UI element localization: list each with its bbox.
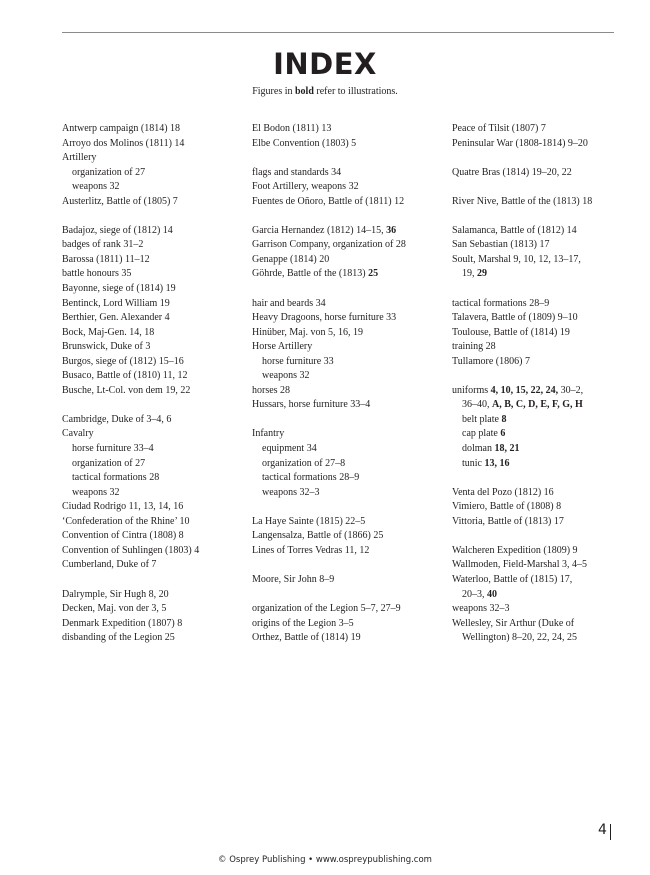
index-entry xyxy=(62,297,247,312)
index-entry-text: battle honours 35 xyxy=(62,268,132,280)
index-entry-text: Barossa (1811) 11–12 xyxy=(62,253,150,265)
index-entry-text: Talavera, Battle of (1809) 9–10 xyxy=(452,312,578,324)
index-entry xyxy=(452,326,632,341)
index-entry-text: Moore, Sir John 8–9 xyxy=(252,573,335,585)
index-entry-illustration-ref: 25 xyxy=(368,268,379,280)
index-entry xyxy=(62,340,247,355)
index-letter-gap xyxy=(62,398,247,413)
index-subentry xyxy=(252,355,447,370)
index-entry-text: San Sebastian (1813) 17 xyxy=(452,239,550,251)
index-entry-text: weapons 32 xyxy=(72,486,120,498)
index-entry xyxy=(62,529,247,544)
index-entry xyxy=(252,253,447,268)
index-entry xyxy=(62,238,247,253)
index-entry-text: Tullamore (1806) 7 xyxy=(452,355,530,367)
index-entry-text: ‘Confederation of the Rhine’ 10 xyxy=(62,515,190,527)
index-entry-text: Salamanca, Battle of (1812) 14 xyxy=(452,224,577,236)
index-entry-text: Berthier, Gen. Alexander 4 xyxy=(62,312,170,324)
index-note xyxy=(0,86,650,97)
index-entry-text: Arroyo dos Molinos (1811) 14 xyxy=(62,137,185,149)
index-letter-gap xyxy=(252,588,447,603)
index-subentry xyxy=(252,471,447,486)
index-entry xyxy=(62,253,247,268)
index-subentry xyxy=(452,398,632,413)
index-entry-text: Dalrymple, Sir Hugh 8, 20 xyxy=(62,588,169,600)
index-entry-text: Bayonne, siege of (1814) 19 xyxy=(62,283,176,295)
index-entry-text: badges of rank 31–2 xyxy=(62,239,144,251)
index-letter-gap xyxy=(252,558,447,573)
index-entry-text: Ciudad Rodrigo 11, 13, 14, 16 xyxy=(62,501,184,513)
index-entry xyxy=(252,195,447,210)
index-entry-text: Elbe Convention (1803) 5 xyxy=(252,137,357,149)
index-entry-text: uniforms xyxy=(452,384,491,396)
index-entry xyxy=(62,137,247,152)
index-entry-text: equipment 34 xyxy=(262,443,317,455)
index-subentry xyxy=(452,427,632,442)
index-entry xyxy=(452,486,632,501)
index-entry xyxy=(252,602,447,617)
index-entry xyxy=(62,558,247,573)
index-note-bold: bold xyxy=(295,86,314,97)
index-entry-text: organization of 27 xyxy=(72,457,146,469)
index-entry-text: Genappe (1814) 20 xyxy=(252,253,330,265)
top-rule xyxy=(62,32,614,33)
index-entry-text: origins of the Legion 3–5 xyxy=(252,617,354,629)
index-entry-illustration-ref: 29 xyxy=(477,268,487,280)
page-number: 4 xyxy=(598,822,607,838)
index-subentry xyxy=(452,413,632,428)
index-entry xyxy=(252,224,447,239)
index-entry-text: disbanding of the Legion 25 xyxy=(62,632,175,644)
index-entry-text: Brunswick, Duke of 3 xyxy=(62,341,151,353)
index-entry-text: Hinüber, Maj. von 5, 16, 19 xyxy=(252,326,363,338)
index-entry-text: tunic xyxy=(462,457,485,469)
index-entry xyxy=(452,558,632,573)
page-title: INDEX xyxy=(273,47,377,81)
index-entry xyxy=(252,166,447,181)
index-entry-text: Infantry xyxy=(252,428,285,440)
index-entry xyxy=(252,617,447,632)
index-entry xyxy=(452,253,632,268)
index-entry-text: Venta del Pozo (1812) 16 xyxy=(452,486,554,498)
index-entry xyxy=(452,238,632,253)
index-entry-text: Antwerp campaign (1814) 18 xyxy=(62,123,181,134)
index-entry-text: organization of 27 xyxy=(72,166,146,178)
index-entry-text: River Nive, Battle of the (1813) 18 xyxy=(452,195,593,207)
index-entry xyxy=(62,631,247,646)
index-subentry xyxy=(62,442,247,457)
index-entry-text: Wellesley, Sir Arthur (Duke of xyxy=(452,617,575,629)
index-subentry xyxy=(252,369,447,384)
index-entry xyxy=(252,529,447,544)
index-entry xyxy=(62,224,247,239)
index-entry-text: Decken, Maj. von der 3, 5 xyxy=(62,603,167,615)
index-entry xyxy=(252,515,447,530)
index-entry xyxy=(452,122,632,137)
index-entry-text: El Bodon (1811) 13 xyxy=(252,123,332,134)
index-entry-text: hair and beards 34 xyxy=(252,297,326,309)
index-entry-text: horse furniture 33 xyxy=(262,355,334,367)
index-entry-text: Garcia Hernandez (1812) 14–15, xyxy=(252,224,387,236)
index-entry xyxy=(452,311,632,326)
index-entry-text: Artillery xyxy=(62,152,97,164)
index-entry-text: Quatre Bras (1814) 19–20, 22 xyxy=(452,166,572,178)
index-subentry xyxy=(62,457,247,472)
index-entry xyxy=(62,195,247,210)
index-entry-text: Cavalry xyxy=(62,428,94,440)
index-entry xyxy=(62,267,247,282)
index-subentry xyxy=(252,486,447,501)
index-entry-illustration-ref: 40 xyxy=(487,588,497,600)
index-letter-gap xyxy=(452,209,632,224)
index-subentry xyxy=(252,457,447,472)
index-entry-text: weapons 32 xyxy=(72,181,120,193)
index-letter-gap xyxy=(452,282,632,297)
index-entry xyxy=(62,384,247,399)
index-entry-text: Bentinck, Lord William 19 xyxy=(62,297,170,309)
index-entry-text: Peace of Tilsit (1807) 7 xyxy=(452,123,546,134)
index-entry xyxy=(62,369,247,384)
index-entry-text: organization of 27–8 xyxy=(262,457,346,469)
index-entry xyxy=(252,631,447,646)
index-subentry xyxy=(452,442,632,457)
index-entry xyxy=(252,180,447,195)
index-entry-illustration-ref: 36 xyxy=(386,224,397,236)
index-entry-text: training 28 xyxy=(452,341,496,353)
page-number-rule xyxy=(610,824,611,840)
index-subentry xyxy=(62,180,247,195)
index-entry-text: 19, xyxy=(462,268,477,280)
index-entry-text: weapons 32 xyxy=(262,370,310,382)
index-entry-illustration-ref: A, B, C, D, E, F, G, H xyxy=(492,399,583,411)
index-letter-gap xyxy=(452,151,632,166)
index-entry xyxy=(252,122,447,137)
index-entry xyxy=(452,544,632,559)
index-entry xyxy=(252,267,447,282)
index-entry xyxy=(452,617,632,632)
index-entry-text: Garrison Company, organization of 28 xyxy=(252,239,406,251)
index-entry-text: Langensalza, Battle of (1866) 25 xyxy=(252,530,384,542)
index-entry-illustration-ref: 6 xyxy=(500,428,506,440)
index-entry xyxy=(252,137,447,152)
index-subentry xyxy=(62,486,247,501)
index-entry-text: Peninsular War (1808-1814) 9–20 xyxy=(452,137,588,149)
index-letter-gap xyxy=(252,209,447,224)
index-entry-text: Busche, Lt-Col. von dem 19, 22 xyxy=(62,384,191,396)
index-letter-gap xyxy=(452,369,632,384)
index-entry xyxy=(452,355,632,370)
index-entry xyxy=(452,340,632,355)
index-entry-text: weapons 32–3 xyxy=(262,486,320,498)
index-entry-text: Bock, Maj-Gen. 14, 18 xyxy=(62,326,155,338)
index-subentry xyxy=(452,588,632,603)
index-entry-text: Cambridge, Duke of 3–4, 6 xyxy=(62,413,172,425)
index-entry-text: Wellington) 8–20, 22, 24, 25 xyxy=(462,632,578,644)
index-entry-text: Hussars, horse furniture 33–4 xyxy=(252,399,371,411)
index-entry xyxy=(62,617,247,632)
index-entry-text: Foot Artillery, weapons 32 xyxy=(252,181,359,193)
index-entry xyxy=(452,224,632,239)
index-entry-text: Austerlitz, Battle of (1805) 7 xyxy=(62,195,178,207)
index-entry-text: Göhrde, Battle of the (1813) xyxy=(252,268,369,280)
index-entry xyxy=(62,122,247,137)
index-subentry xyxy=(62,166,247,181)
index-subentry xyxy=(452,631,632,646)
index-entry-text: Badajoz, siege of (1812) 14 xyxy=(62,224,173,236)
index-entry xyxy=(62,500,247,515)
index-entry xyxy=(62,355,247,370)
index-subentry xyxy=(62,471,247,486)
index-letter-gap xyxy=(452,471,632,486)
index-entry xyxy=(252,340,447,355)
index-entry-text: Heavy Dragoons, horse furniture 33 xyxy=(252,312,397,324)
index-letter-gap xyxy=(452,529,632,544)
index-entry xyxy=(252,384,447,399)
index-entry xyxy=(252,398,447,413)
index-entry-text: weapons 32–3 xyxy=(452,603,510,615)
index-subentry xyxy=(452,267,632,282)
index-entry xyxy=(452,137,632,152)
index-entry-text: organization of the Legion 5–7, 27–9 xyxy=(252,603,401,615)
index-subentry xyxy=(252,442,447,457)
index-entry xyxy=(252,297,447,312)
index-entry xyxy=(452,297,632,312)
index-note-text: Figures in xyxy=(252,86,295,97)
index-entry-text: Denmark Expedition (1807) 8 xyxy=(62,617,183,629)
index-entry-text: belt plate xyxy=(462,413,502,425)
index-entry xyxy=(452,515,632,530)
index-entry-text: Busaco, Battle of (1810) 11, 12 xyxy=(62,370,188,382)
index-letter-gap xyxy=(62,209,247,224)
index-entry-text: Toulouse, Battle of (1814) 19 xyxy=(452,326,570,338)
index-entry-illustration-ref: 4, 10, 15, 22, 24, xyxy=(490,384,559,396)
index-entry xyxy=(62,588,247,603)
index-entry xyxy=(452,166,632,181)
index-letter-gap xyxy=(252,282,447,297)
index-entry-text: Burgos, siege of (1812) 15–16 xyxy=(62,355,184,367)
index-entry xyxy=(62,413,247,428)
index-column-3 xyxy=(452,122,632,646)
index-letter-gap xyxy=(252,500,447,515)
index-entry xyxy=(252,238,447,253)
index-entry-text: flags and standards 34 xyxy=(252,166,342,178)
index-entry xyxy=(62,427,247,442)
index-entry xyxy=(62,515,247,530)
index-letter-gap xyxy=(252,151,447,166)
index-letter-gap xyxy=(452,180,632,195)
index-entry-text: Wallmoden, Field-Marshal 3, 4–5 xyxy=(452,559,588,571)
index-entry-text-end: 30–2, xyxy=(558,384,584,396)
index-entry-text: tactical formations 28–9 xyxy=(452,297,550,309)
index-letter-gap xyxy=(252,413,447,428)
index-entry-text: La Haye Sainte (1815) 22–5 xyxy=(252,515,366,527)
index-entry-text: horse furniture 33–4 xyxy=(72,443,154,455)
footer-copyright: © Osprey Publishing • www.ospreypublishing.com xyxy=(218,855,432,865)
index-entry-text: 20–3, xyxy=(462,588,487,600)
index-entry-text: Fuentes de Oñoro, Battle of (1811) 12 xyxy=(252,195,405,207)
index-entry-text: Convention of Suhlingen (1803) 4 xyxy=(62,544,200,556)
index-entry-text: Soult, Marshal 9, 10, 12, 13–17, xyxy=(452,253,581,265)
index-entry xyxy=(252,326,447,341)
index-letter-gap xyxy=(62,573,247,588)
index-entry-illustration-ref: 18, 21 xyxy=(494,443,520,455)
index-entry-text: Cumberland, Duke of 7 xyxy=(62,559,157,571)
index-subentry xyxy=(452,457,632,472)
index-entry xyxy=(452,573,632,588)
index-entry xyxy=(62,326,247,341)
index-note-text-end: refer to illustrations. xyxy=(313,86,398,97)
index-entry xyxy=(62,151,247,166)
index-entry xyxy=(452,384,632,399)
index-entry xyxy=(452,602,632,617)
index-entry xyxy=(62,311,247,326)
index-entry-text: Walcheren Expedition (1809) 9 xyxy=(452,544,578,556)
index-entry-text: Vimiero, Battle of (1808) 8 xyxy=(452,501,562,513)
index-column-1 xyxy=(62,122,247,646)
index-entry-text: Horse Artillery xyxy=(252,341,313,353)
index-entry xyxy=(62,282,247,297)
index-entry xyxy=(252,544,447,559)
index-entry xyxy=(252,573,447,588)
index-entry xyxy=(252,427,447,442)
index-entry-text: tactical formations 28 xyxy=(72,472,160,484)
index-entry-text: Convention of Cintra (1808) 8 xyxy=(62,530,184,542)
index-entry xyxy=(62,544,247,559)
index-entry-text: Waterloo, Battle of (1815) 17, xyxy=(452,573,573,585)
index-entry-text: Vittoria, Battle of (1813) 17 xyxy=(452,515,564,527)
index-entry-illustration-ref: 8 xyxy=(501,413,507,425)
index-entry-text: tactical formations 28–9 xyxy=(262,472,360,484)
index-entry-text: 36–40, xyxy=(462,399,492,411)
index-entry-text: horses 28 xyxy=(252,384,291,396)
index-entry-text: Orthez, Battle of (1814) 19 xyxy=(252,632,361,644)
index-column-2 xyxy=(252,122,447,646)
index-entry xyxy=(452,195,632,210)
index-entry xyxy=(62,602,247,617)
index-entry-illustration-ref: 13, 16 xyxy=(484,457,510,469)
index-entry xyxy=(452,500,632,515)
index-entry-text: cap plate xyxy=(462,428,501,440)
index-entry-text: dolman xyxy=(462,443,495,455)
index-entry-text: Lines of Torres Vedras 11, 12 xyxy=(252,544,370,556)
index-entry xyxy=(252,311,447,326)
